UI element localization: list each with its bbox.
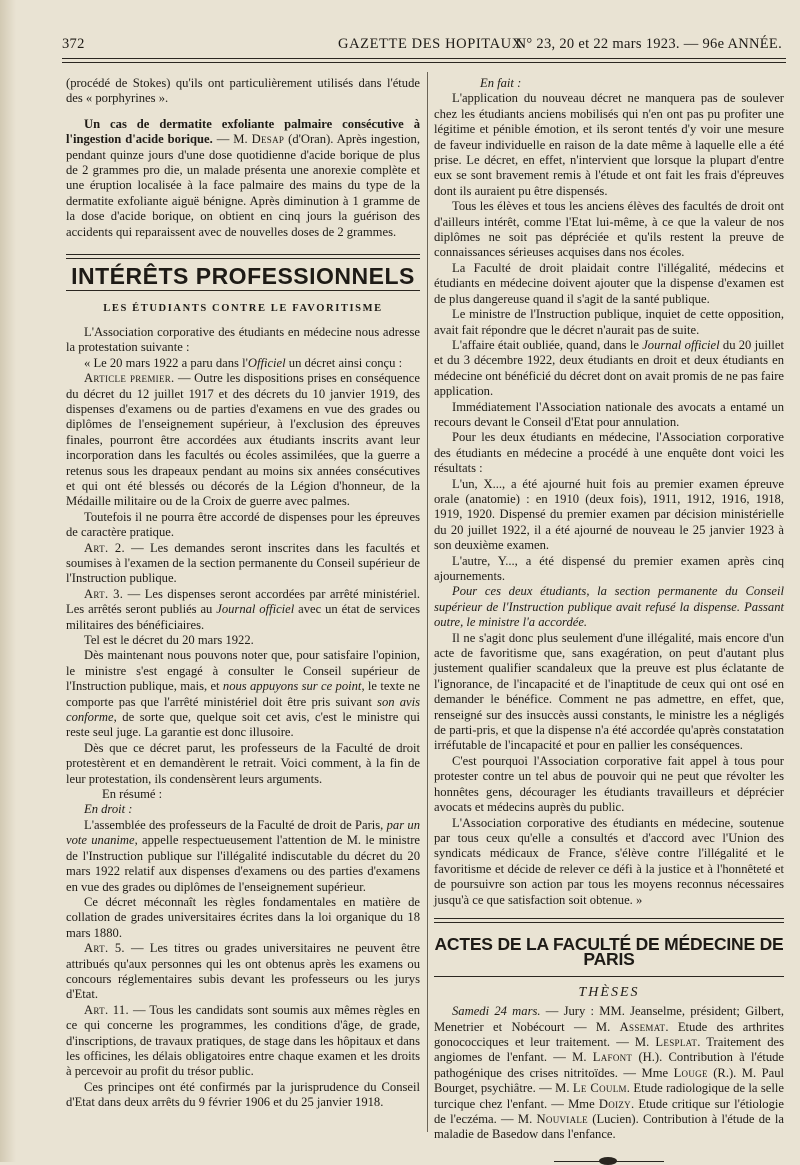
article-3: Art. 3. — Les dispenses seront accordées par arrêté ministériel. Les arrêtés seront publiés au Journal officiel avec un état de services militaires des bénéficiaires.: [66, 586, 421, 632]
paragraph: La Faculté de droit plaidait contre l'illégalité, médecins et étudiants en médecine doivent ajouter que la dispense d'examen est de plus dangereuse quand il s'agit de la santé publique.: [434, 260, 784, 306]
paragraph: Toutefois il ne pourra être accordé de dispenses pour les épreuves de caractère pratique.: [66, 509, 420, 540]
article-1: Article premier. — Outre les dispositions prises en conséquence du décret du 12 juillet 1917 et des décrets du 10 janvier 1919, des dispenses d'examens ou de parties d'examens en vue des grades ou diplômes de l'enseignement supérieur, à l'exclusion des épreuves finales, pourront être accordées aux étudiants inscrits avant leur incorporation dans les facultés ou écoles assimilées, que la guerre a retenus sous les drapeaux pendant au moins six années consécutives et qui ont été blessés ou décorés de la Légion d'honneur, de la Médaille militaire ou de la Croix de guerre avec palmes.: [66, 371, 420, 509]
article-title: Un cas de dermatite exfoliante palmaire consécutive à l'ingestion d'acide borique.: [66, 116, 420, 147]
paragraph: Tel est le décret du 20 mars 1922.: [84, 633, 254, 647]
issue-info: N° 23, 20 et 22 mars 1923. — 96e ANNÉE.: [515, 36, 782, 52]
article-11: Art. 11. — Tous les candidats sont soumis aux mêmes règles en ce qui concerne les programmes, les conditions d'âge, de grade, d'inscriptions, de travaux pratiques, de stage dans les hôpitaux et dans les officines, les délais obligatoires entre chaque examen et les droits à percevoir au profit du trésor public.: [66, 1002, 421, 1079]
paragraph: L'application du nouveau décret ne manquera pas de soulever chez les étudiants anciens mobilisés qui n'en ont pas pu profiter une légitime et pénible émotion, et ils seront tentés d'y voir une mesure de faveur individuelle en raison de la date même à laquelle elle a été prise. Le décret, en effet, n'intervient que lorsque la plupart d'entre eux se sont bravement remis à l'étude et ont fait les frais d'épreuves dont ils auraient pu être dispensés.: [434, 91, 784, 198]
paragraph: Le ministre de l'Instruction publique, inquiet de cette opposition, avait fait répondre que le décret n'aurait pas de suite.: [434, 307, 784, 337]
paragraph: L'Association corporative des étudiants en médecine, soutenue par tous ceux qu'elle a consultés et d'accord avec l'Union des syndicats médicaux de France, s'élève contre l'illégalité et le favoritisme et décide de relever ce défi à la justice et à l'honnêteté et de poursuivre son action par tous les moyens reconnus nécessaires jusqu'à ce que satisfaction soit obtenue. »: [434, 815, 784, 907]
paragraph: En droit :: [84, 802, 133, 817]
ornament-dot: [599, 1157, 617, 1165]
header-rule: [62, 58, 786, 59]
paragraph: L'assemblée des professeurs de la Faculté de droit de Paris, par un vote unanime, appelle respectueusement l'attention de M. le ministre de l'Instruction publique sur l'illégalité indiscutable du décret du 20 mars 1922 relatif aux dispenses d'examens ou des parties d'examens en vue des grades ou diplômes de l'enseignement supérieur.: [66, 817, 420, 894]
header-rule-thin: [62, 62, 786, 63]
paragraph: L'un, X..., a été ajourné huit fois au premier examen épreuve orale (anatomie) : en 1910 (deux fois), 1911, 1912, 1916, 1918, 1919, 1920. Dispensé du premier examen par décision ministérielle du 20 juillet 1922, il a été ajourné de nouveau le 25 janvier 1923 à son deuxième examen.: [434, 476, 784, 553]
article-5: Art. 5. — Les titres ou grades universitaires ne peuvent être attribués qu'aux personnes qui les ont obtenus après les examens ou concours réglementaires subis devant les professeurs ou les jurys d'Etat.: [66, 941, 420, 1002]
theses-list: Samedi 24 mars. — Jury : MM. Jeanselme, président; Gilbert, Menetrier et Nobécourt — M. Assemat. Etude des arthrites gonococciques et leur traitement. — M. Lesplat. Traitement des angiomes de l'enfant. — M. Lafont (H.). Contribution à l'étude pathogénique des crises nitritoïdes. — Mme Louge (R.). M. Paul Bourget, psychiâtre. — M. Le Coulm. Etude radiologique de la selle turcique chez l'enfant. — Mme Doizy. Etude critique sur l'étiologie de l'eczéma. — M. Nouviale (Lucien). Contribution à l'étude de la maladie de Basedow dans l'enfance.: [434, 1004, 785, 1142]
paragraph: Il ne s'agit donc plus seulement d'une illégalité, mais encore d'un acte de favoritisme que, sans exagération, on peut d'autant plus justement qualifier scandaleux que la preuve est plus éclatante de l'ignorance, de l'incapacité et de l'inaptitude de ceux qui ont osé en demander le bénéfice. Comment ne pas admettre, en effet, que, renseigné sur des insuccès aussi constants, le ministre les a négligés de parti-pris, et que la dispense n'a été accordée qu'après constatation irréfutable de l'incapacité et pour en pallier les conséquences.: [434, 630, 784, 753]
left-column: [66, 76, 420, 1111]
journal-title: GAZETTE DES HOPITAUX: [338, 36, 523, 52]
paragraph: Immédiatement l'Association nationale des avocats a entamé un recours devant le Conseil d'Etat pour annulation.: [434, 399, 784, 429]
section-title-actes: ACTES DE LA FACULTÉ DE MÉDECINE DE PARIS: [434, 933, 784, 970]
right-column: [434, 76, 784, 1162]
paragraph-stokes: (procédé de Stokes) qu'ils ont particulièrement utilisés dans l'étude des « porphyrines ».: [66, 76, 420, 106]
article-2: Art. 2. — Les demandes seront inscrites dans les facultés et soumises à l'examen de la section permanente du Conseil supérieur de l'Instruction publique.: [66, 540, 420, 586]
paragraph: Pour ces deux étudiants, la section permanente du Conseil supérieur de l'Instruction publique avait refusé la dispense. Passant outre, le ministre l'a accordée.: [434, 584, 784, 630]
paragraph: En fait :: [480, 76, 522, 90]
paragraph: « Le 20 mars 1922 a paru dans l'Officiel un décret ainsi conçu :: [84, 355, 403, 370]
paragraph: L'affaire était oubliée, quand, dans le Journal officiel du 20 juillet et du 3 décembre 1922, deux étudiants en droit et deux étudiants en médecine ont bénéficié du décret dont on avait promis de ne pas faire application.: [434, 337, 785, 399]
paragraph: Pour les deux étudiants en médecine, l'Association corporative des étudiants en médecine a procédé à une enquête dont voici les résultats :: [434, 430, 784, 476]
paragraph: Tous les élèves et tous les anciens élèves des facultés de droit ont d'ailleurs intérêt, comme l'Etat lui-même, à ce que la valeur de nos diplômes ne soit pas dépréciée et qu'ils restent la preuve de connaissances sérieuses acquises dans nos écoles.: [434, 199, 784, 260]
paragraph: L'Association corporative des étudiants en médecine nous adresse la protestation suivante :: [66, 324, 420, 355]
column-separator: [427, 72, 428, 1132]
section-title-interets: INTÉRÊTS PROFESSIONNELS: [71, 263, 415, 290]
page-header: [62, 34, 786, 56]
page-number: 372: [62, 36, 85, 52]
paragraph: L'autre, Y..., a été dispensé du premier examen après cinq ajournements.: [434, 553, 784, 583]
paragraph: Ces principes ont été confirmés par la jurisprudence du Conseil d'Etat dans deux arrêts du 9 février 1906 et du 25 janvier 1918.: [66, 1079, 420, 1110]
paragraph: En résumé :: [102, 787, 163, 802]
article-dermatite: Un cas de dermatite exfoliante palmaire consécutive à l'ingestion d'acide borique. — M. Desap (d'Oran). Après ingestion, pendant quinze jours d'une dose quotidienne d'acide borique de plus de 2 grammes pro die, un malade présenta une anorexie complète et une éruption localisée à la face palmaire des mains du type de la dermatite exfoliante aiguë bénigne. Après diminution à 1 gramme de la dose d'acide borique, on obtient en cinq jours la guérison des accidents qui reparaissent avec de nouvelles doses de 2 grammes.: [66, 116, 420, 239]
article-subtitle: LES ÉTUDIANTS CONTRE LE FAVORITISME: [103, 303, 383, 315]
theses-heading: THÈSES: [578, 984, 640, 1000]
page-edge-shadow: [0, 0, 16, 1162]
paragraph: Dès maintenant nous pouvons noter que, pour satisfaire l'opinion, le ministre s'est engagé à consulter le Conseil supérieur de l'Instruction publique, mais, et nous appuyons sur ce point, le texte ne comporte pas que l'arrêté ministériel doit être pris suivant son avis conforme, de sorte que, quelque soit cet avis, c'est le ministre qui reste seul juge. La garantie est donc illusoire.: [66, 648, 421, 740]
paragraph: C'est pourquoi l'Association corporative fait appel à tous pour protester contre un tel abus de pouvoir qui ne peut que révolter les honnêtes gens, décourager les étudiants travailleurs et déprécier avocats et médecins auprès du public.: [434, 753, 784, 815]
paragraph: Dès que ce décret parut, les professeurs de la Faculté de droit protestèrent et en demandèrent le retrait. Voici comment, à la fin de leur protestation, ils condensèrent leurs arguments.: [66, 740, 420, 786]
paragraph: Ce décret méconnaît les règles fondamentales en matière de collation de grades universitaires écrites dans la loi organique du 18 mars 1880.: [66, 894, 420, 940]
author-name: Desap: [251, 132, 285, 147]
